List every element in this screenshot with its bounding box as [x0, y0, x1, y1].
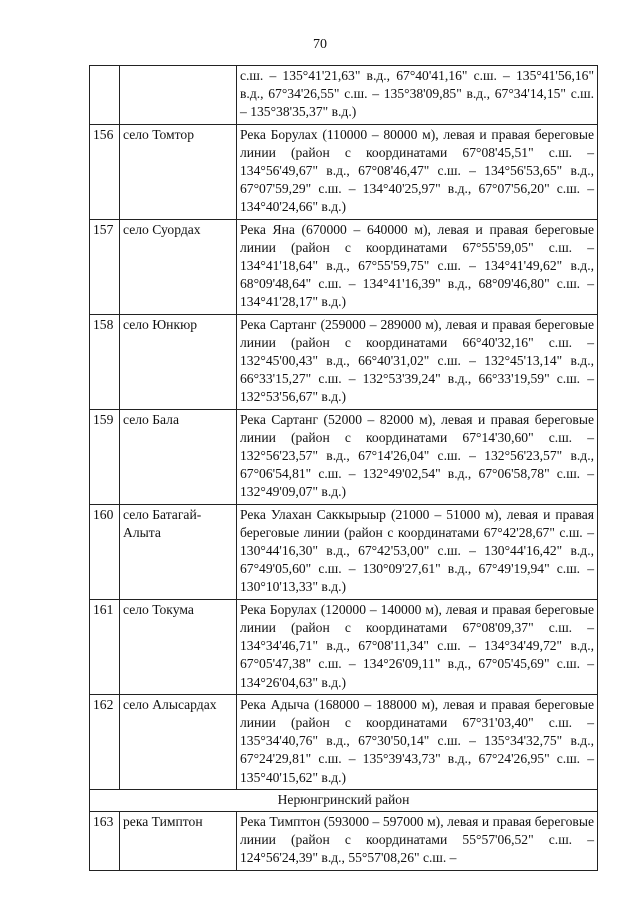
description-cell: Река Яна (670000 – 640000 м), левая и правая береговые линии (район с координатами 67°55'59,05" с.ш. – 134°41'18,64" в.д., 67°55'59,75" с.ш. – 134°41'49,62" в.д., 68°09'48,64" с.ш. – 134°41'16,39" в.д., 68°09'46,80" с.ш. – 134°41'28,17" в.д.)	[237, 219, 598, 314]
description-cell: Река Борулах (110000 – 80000 м), левая и правая береговые линии (район с координатами 67°08'45,51" с.ш. – 134°56'49,67" в.д., 67°08'46,47" с.ш. – 134°56'53,65" в.д., 67°07'59,29" с.ш. – 134°40'25,97" в.д., 67°07'56,20" с.ш. – 134°40'24,66" в.д.)	[237, 124, 598, 219]
row-number-cell: 163	[90, 811, 120, 870]
page-number: 70	[313, 37, 327, 52]
settlement-cell: село Юнкюр	[120, 314, 237, 409]
row-number-cell: 160	[90, 504, 120, 599]
table-row	[90, 409, 598, 504]
settlement-cell: село Батагай-Алыта	[120, 504, 237, 599]
table-row	[90, 811, 598, 870]
settlement-cell: село Томтор	[120, 124, 237, 219]
description-cell: Река Улахан Саккырыыр (21000 – 51000 м), левая и правая береговые линии (район с координатами 67°42'28,67" с.ш. – 130°44'16,30" в.д., 67°42'53,00" с.ш. – 130°44'16,42" в.д., 67°49'05,60" с.ш. – 130°09'27,61" в.д., 67°49'19,94" с.ш. – 130°10'13,33" в.д.)	[237, 504, 598, 599]
settlement-cell: река Тимптон	[120, 811, 237, 870]
settlement-cell: село Бала	[120, 409, 237, 504]
table-row	[90, 504, 598, 599]
row-number-cell: 159	[90, 409, 120, 504]
section-header-row	[90, 789, 598, 811]
row-number-cell: 157	[90, 219, 120, 314]
table-row	[90, 599, 598, 694]
description-cell: с.ш. – 135°41'21,63" в.д., 67°40'41,16" с.ш. – 135°41'56,16" в.д., 67°34'26,55" с.ш. – 135°38'09,85" в.д., 67°34'14,15" с.ш. – 135°38'35,37" в.д.)	[237, 66, 598, 125]
row-number-cell: 156	[90, 124, 120, 219]
district-header: Нерюнгринский район	[90, 789, 598, 811]
description-cell: Река Адыча (168000 – 188000 м), левая и правая береговые линии (район с координатами 67°31'03,40" с.ш. – 135°34'40,76" в.д., 67°30'50,14" с.ш. – 135°34'32,75" в.д., 67°24'29,81" с.ш. – 135°39'43,73" в.д., 67°24'26,95" с.ш. – 135°40'15,62" в.д.)	[237, 694, 598, 789]
settlement-cell	[120, 66, 237, 125]
table-row	[90, 694, 598, 789]
row-number-cell: 161	[90, 599, 120, 694]
settlement-cell: село Суордах	[120, 219, 237, 314]
row-number-cell	[90, 66, 120, 125]
description-cell: Река Борулах (120000 – 140000 м), левая и правая береговые линии (район с координатами 67°08'09,37" с.ш. – 134°34'46,71" в.д., 67°08'11,34" с.ш. – 134°34'49,72" в.д., 67°05'47,38" с.ш. – 134°26'09,11" в.д., 67°05'45,69" с.ш. – 134°26'04,63" в.д.)	[237, 599, 598, 694]
table-row	[90, 219, 598, 314]
row-number-cell: 158	[90, 314, 120, 409]
description-cell: Река Сартанг (259000 – 289000 м), левая и правая береговые линии (район с координатами 66°40'32,16" с.ш. – 132°45'00,43" в.д., 66°40'31,02" с.ш. – 132°45'13,14" в.д., 66°33'15,27" с.ш. – 132°53'39,24" в.д., 66°33'19,59" с.ш. – 132°53'56,67" в.д.)	[237, 314, 598, 409]
settlement-cell: село Токума	[120, 599, 237, 694]
row-number-cell: 162	[90, 694, 120, 789]
table-row	[90, 124, 598, 219]
registry-table-body	[90, 66, 598, 871]
description-cell: Река Тимптон (593000 – 597000 м), левая и правая береговые линии (район с координатами 55°57'06,52" с.ш. – 124°56'24,39" в.д., 55°57'08,26" с.ш. –	[237, 811, 598, 870]
registry-table	[89, 65, 598, 871]
settlement-cell: село Алысардах	[120, 694, 237, 789]
table-row	[90, 314, 598, 409]
description-cell: Река Сартанг (52000 – 82000 м), левая и правая береговые линии (район с координатами 67°14'30,60" с.ш. – 132°56'23,57" в.д., 67°14'26,04" с.ш. – 132°56'23,57" в.д., 67°06'54,81" с.ш. – 132°49'02,54" в.д., 67°06'58,78" с.ш. – 132°49'09,07" в.д.)	[237, 409, 598, 504]
table-row-continuation	[90, 66, 598, 125]
